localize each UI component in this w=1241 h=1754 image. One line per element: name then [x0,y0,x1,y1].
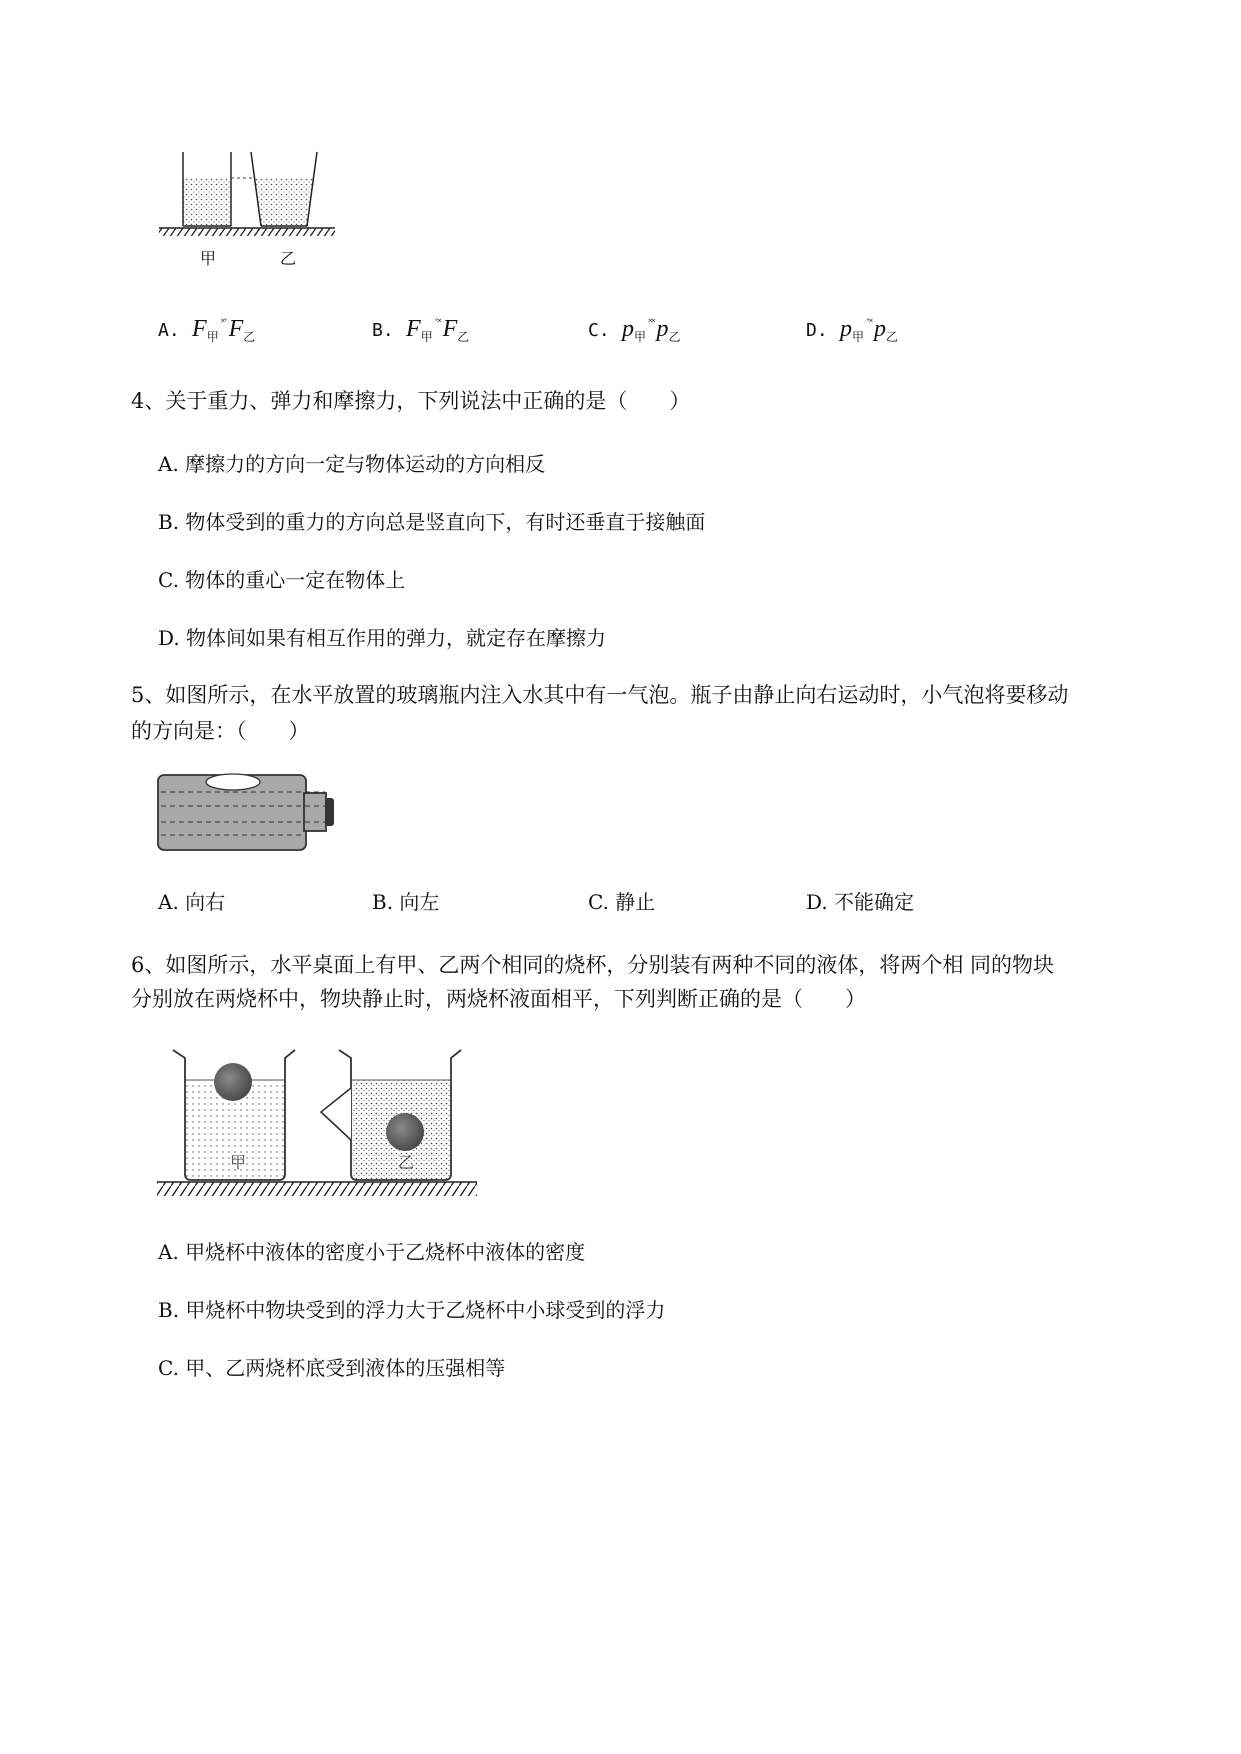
option-letter: A. [158,320,180,341]
q3-option-b[interactable]: B. $F_甲^{˚˟}F_乙$ [372,316,470,344]
question-6-stem-line1: 6、如图所示，水平桌面上有甲、乙两个相同的烧杯，分别装有两种不同的液体，将两个相 同的物块 [131,953,1055,977]
bottle-figure [155,772,345,854]
q3-option-d[interactable]: D. $p_甲^{˚˟}p_乙$ [806,316,898,344]
beakers-figure [155,1042,485,1206]
q5-option-b[interactable]: B. 向左 [372,890,440,914]
q3-option-a[interactable]: A. $F_甲^{˟˚}F_乙$ [158,316,256,344]
q5-option-a[interactable]: A. 向右 [158,890,226,914]
figure-label-jia: 甲 [200,249,217,268]
q6-option-c[interactable]: C. 甲、乙两烧杯底受到液体的压强相等 [158,1356,506,1380]
option-letter: D. [806,320,828,341]
option-letter: B. [372,320,394,341]
question-5-stem-line2: 的方向是：（ ） [131,719,310,743]
question-5-stem-line1: 5、如图所示，在水平放置的玻璃瓶内注入水其中有一气泡。瓶子由静止向右运动时，小气泡将要移动 [131,683,1069,707]
containers-figure [155,148,355,268]
q4-option-b[interactable]: B. 物体受到的重力的方向总是竖直向下，有时还垂直于接触面 [158,510,706,534]
option-letter: C. [588,320,610,341]
figure-label-yi: 乙 [280,249,297,268]
question-4-stem: 4、关于重力、弹力和摩擦力，下列说法中正确的是（ ） [131,389,691,413]
q6-option-a[interactable]: A. 甲烧杯中液体的密度小于乙烧杯中液体的密度 [158,1240,586,1264]
q6-option-b[interactable]: B. 甲烧杯中物块受到的浮力大于乙烧杯中小球受到的浮力 [158,1298,666,1322]
q4-option-c[interactable]: C. 物体的重心一定在物体上 [158,568,406,592]
figure-label-jia: 甲 [230,1153,247,1172]
q3-option-c[interactable]: C. $p_甲^{˟˟}p_乙$ [588,316,681,344]
q5-option-d[interactable]: D. 不能确定 [806,890,915,914]
figure-label-yi: 乙 [398,1153,415,1172]
q4-option-d[interactable]: D. 物体间如果有相互作用的弹力，就定存在摩擦力 [158,626,607,650]
q4-option-a[interactable]: A. 摩擦力的方向一定与物体运动的方向相反 [158,452,546,476]
q5-option-c[interactable]: C. 静止 [588,890,656,914]
question-6-stem-line2: 分别放在两烧杯中，物块静止时，两烧杯液面相平，下列判断正确的是（ ） [131,987,866,1011]
